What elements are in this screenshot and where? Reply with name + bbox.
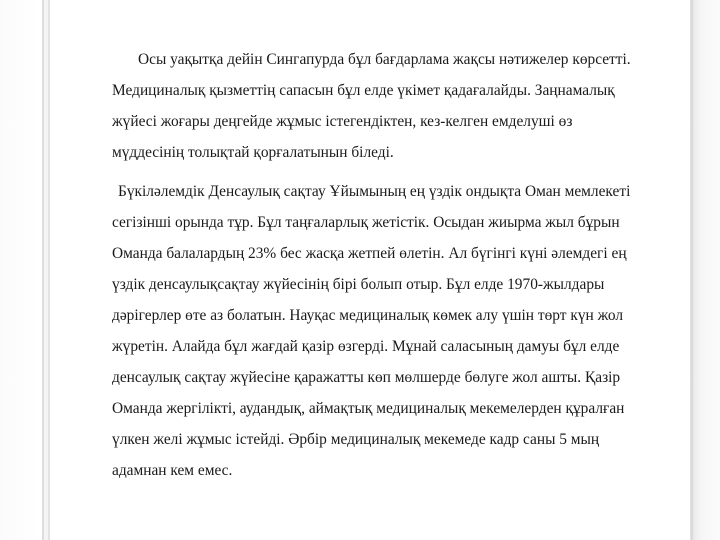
right-decorative-border: [686, 0, 720, 540]
text-line: Бүкіләлемдік Денсаулық сақтау Ұйымының ең үздік ондықта Оман мемлекеті: [118, 183, 631, 200]
text-line: Медициналық қызметтің сапасын бұл елде үкімет қадағалайды. Заңнамалық: [112, 82, 615, 99]
text-line: Оманда жергілікті, аудандық, аймақтық медициналық мекемелерден құралған: [112, 400, 625, 417]
text-line: денсаулық сақтау жүйесіне қаражатты көп мөлшерде бөлуге жол ашты. Қазір: [112, 369, 621, 386]
text-line: үлкен желі жұмыс істейді. Әрбір медициналық мекемеде кадр саны 5 мың: [112, 431, 600, 448]
paragraph-oman: [112, 176, 690, 486]
text-line: мүддесінің толықтай қорғалатынын біледі.: [112, 144, 394, 161]
text-line: Оманда балалардың 23% бес жасқа жетпей өлетін. Ал бүгінгі күні әлемдегі ең: [112, 245, 627, 262]
document-body: [112, 44, 690, 494]
text-line: сегізінші орында тұр. Бұл таңғаларлық жетістік. Осыдан жиырма жыл бұрын: [112, 214, 620, 231]
paragraph-singapore: [112, 44, 690, 168]
text-line: жүретін. Алайда бұл жағдай қазір өзгерді. Мұнай саласының дамуы бұл елде: [112, 338, 620, 355]
text-line: үздік денсаулықсақтау жүйесінің бірі болып отыр. Бұл елде 1970-жылдары: [112, 276, 605, 293]
text-line: адамнан кем емес.: [112, 462, 233, 479]
text-line: дәрігерлер өте аз болатын. Науқас медициналық көмек алу үшін төрт күн жол: [112, 307, 624, 324]
left-decorative-border: [40, 0, 54, 540]
text-line: Осы уақытқа дейін Сингапурда бұл бағдарлама жақсы нәтижелер көрсетті.: [138, 51, 631, 68]
text-line: жүйесі жоғары деңгейде жұмыс істегендіктен, кез-келген емделуші өз: [112, 113, 573, 130]
